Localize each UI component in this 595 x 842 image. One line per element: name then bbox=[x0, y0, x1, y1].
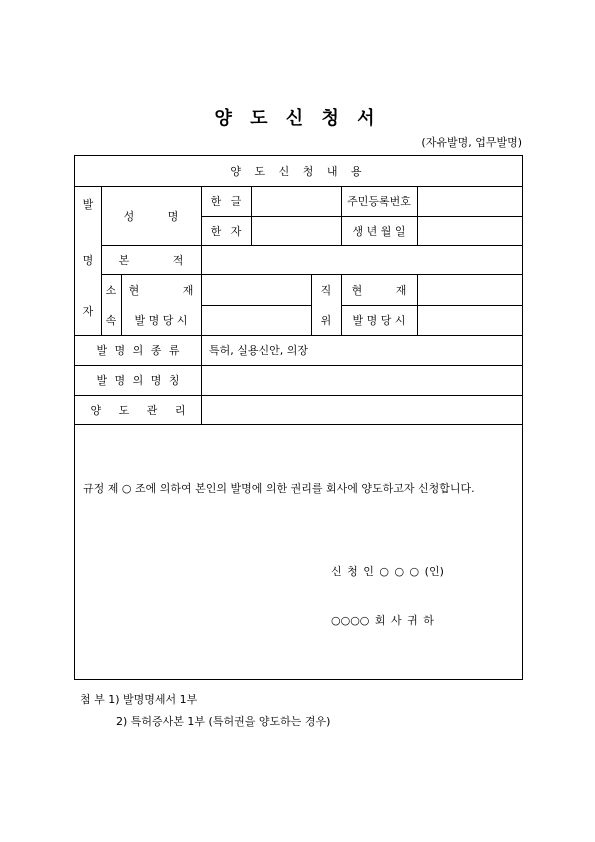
attachment-item-1: 첨 부 1) 발명명세서 1부 bbox=[80, 693, 198, 706]
document-subtitle: (자유발명, 업무발명) bbox=[421, 136, 522, 149]
transfer-management-field[interactable] bbox=[202, 396, 522, 424]
form-header: 양 도 신 청 내 용 bbox=[230, 165, 367, 178]
inventor-label-3: 자 bbox=[82, 305, 94, 318]
position-current-label: 현 재 bbox=[351, 283, 407, 297]
affiliation-at-invention-label: 발 명 당 시 bbox=[134, 314, 188, 327]
affiliation-current-field[interactable] bbox=[202, 275, 311, 305]
invention-title-field[interactable] bbox=[202, 366, 522, 395]
resident-number-field[interactable] bbox=[418, 187, 522, 216]
affiliation-label-1: 소 bbox=[105, 283, 117, 297]
position-label-1: 직 bbox=[320, 283, 332, 297]
affiliation-current-label: 현 재 bbox=[128, 283, 194, 297]
hangul-label: 한 글 bbox=[210, 195, 242, 208]
transfer-form bbox=[74, 155, 523, 680]
position-current-field[interactable] bbox=[418, 275, 522, 305]
declaration-text: 규정 제 ○ 조에 의하여 본인의 발명에 의한 권리를 회사에 양도하고자 신청합니다. bbox=[83, 482, 475, 495]
inventor-label-1: 발 bbox=[82, 198, 94, 211]
document-title: 양 도 신 청 서 bbox=[214, 108, 381, 129]
birth-date-field[interactable] bbox=[418, 217, 522, 245]
invention-title-label: 발 명 의 명 칭 bbox=[96, 374, 180, 387]
affiliation-label-2: 속 bbox=[105, 314, 117, 327]
resident-number-label: 주민등록번호 bbox=[347, 195, 411, 208]
domicile-label: 본 적 bbox=[118, 253, 184, 267]
invention-type-label: 발 명 의 종 류 bbox=[96, 344, 180, 357]
applicant-signature-line: 신 청 인 ○ ○ ○ (인) bbox=[331, 565, 444, 578]
attachment-item-2: 2) 특허증사본 1부 (특허권을 양도하는 경우) bbox=[116, 715, 331, 728]
hanja-name-field[interactable] bbox=[252, 217, 341, 245]
transfer-management-label: 양 도 관 리 bbox=[90, 403, 186, 417]
position-at-invention-label: 발 명 당 시 bbox=[352, 314, 406, 327]
position-label-2: 위 bbox=[320, 314, 332, 327]
company-addressee-line: ○○○○ 회 사 귀 하 bbox=[331, 614, 434, 627]
row-divider bbox=[75, 424, 522, 425]
domicile-field[interactable] bbox=[202, 246, 522, 274]
name-label: 성 명 bbox=[123, 209, 179, 223]
invention-type-value: 특허, 실용신안, 의장 bbox=[209, 344, 308, 357]
birth-date-label: 생 년 월 일 bbox=[352, 224, 406, 238]
hangul-name-field[interactable] bbox=[252, 187, 341, 216]
inventor-label-2: 명 bbox=[82, 254, 94, 267]
affiliation-at-invention-field[interactable] bbox=[202, 306, 311, 335]
hanja-label: 한 자 bbox=[210, 224, 242, 238]
position-at-invention-field[interactable] bbox=[418, 306, 522, 335]
